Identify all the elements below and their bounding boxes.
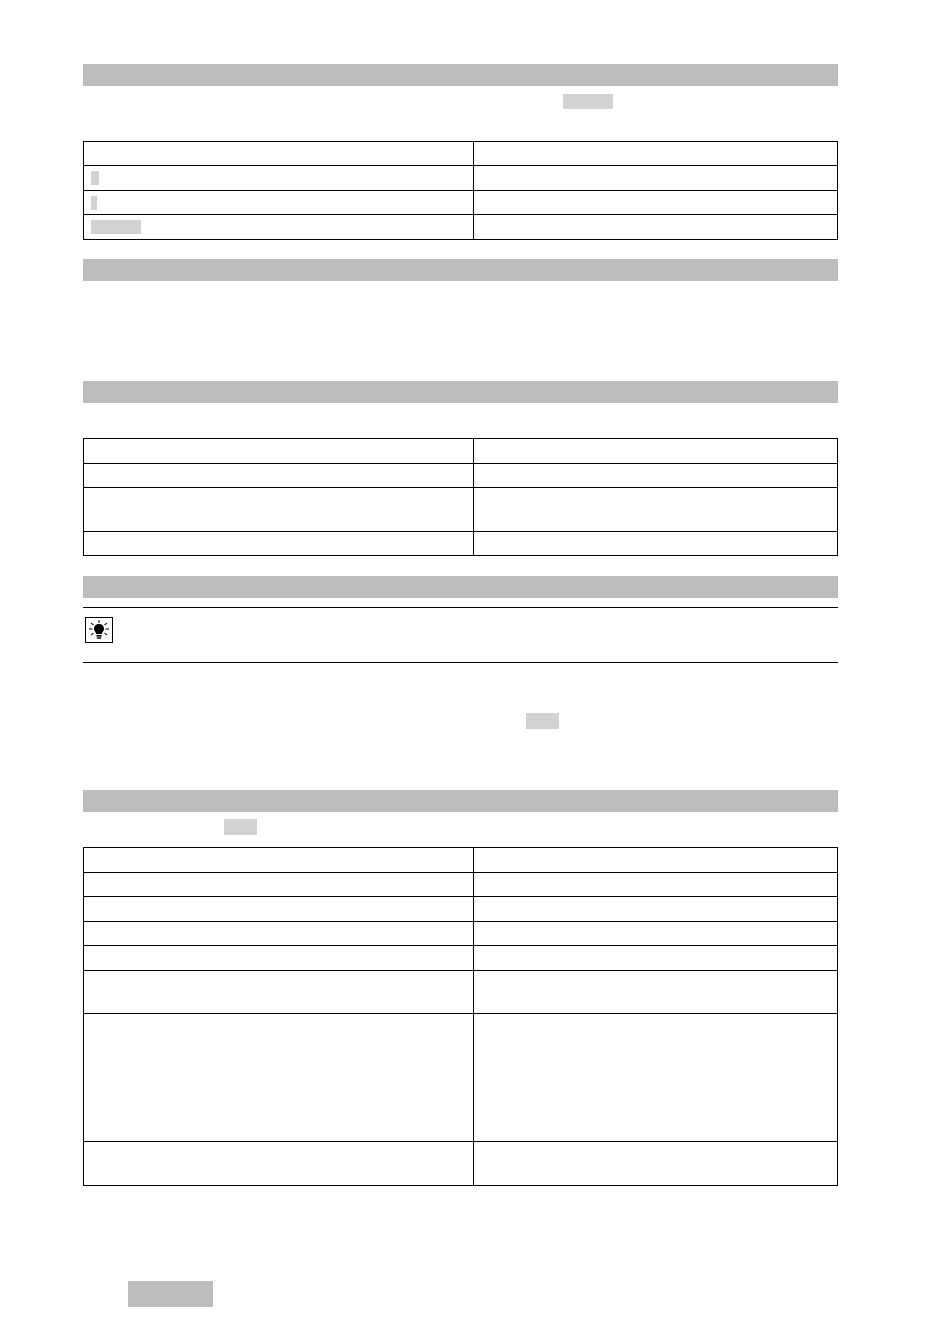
table-cell (84, 166, 474, 191)
table-row (84, 946, 838, 971)
table-cell (474, 922, 838, 946)
table-row (84, 215, 838, 240)
table-row (84, 488, 838, 532)
table-cell (84, 897, 474, 922)
table-row (84, 1142, 838, 1186)
table-cell (474, 166, 838, 191)
table-cell (474, 971, 838, 1014)
table-row (84, 464, 838, 488)
table-cell (84, 488, 474, 532)
table-cell (474, 848, 838, 873)
table-cell (474, 532, 838, 556)
table-row (84, 439, 838, 464)
table-row (84, 848, 838, 873)
tip-top-rule (83, 607, 838, 608)
table-cell (474, 488, 838, 532)
table-cell (474, 897, 838, 922)
table-row (84, 873, 838, 897)
inline-highlight (563, 94, 613, 109)
table-cell (474, 1014, 838, 1142)
table-row (84, 971, 838, 1014)
table-cell (474, 215, 838, 240)
section-heading-bar-4 (83, 576, 838, 598)
table-cell (474, 873, 838, 897)
table-cell (84, 1014, 474, 1142)
table-cell (474, 1142, 838, 1186)
table-row (84, 1014, 838, 1142)
table-cell (84, 922, 474, 946)
table-cell (84, 971, 474, 1014)
page-number-label (128, 1281, 213, 1307)
table-cell (84, 215, 474, 240)
lightbulb-icon (85, 617, 113, 643)
table-cell (84, 532, 474, 556)
table-cell (474, 439, 838, 464)
table-cell (474, 946, 838, 971)
table-row (84, 922, 838, 946)
table-3 (83, 847, 838, 1186)
section-heading-bar-5 (83, 790, 838, 812)
table-cell (84, 873, 474, 897)
inline-highlight (224, 819, 257, 835)
table-1 (83, 141, 838, 240)
section-heading-bar-2 (83, 259, 838, 281)
table-cell (84, 439, 474, 464)
table-cell (84, 1142, 474, 1186)
table-row (84, 142, 838, 166)
cell-highlight (91, 171, 99, 185)
table-cell (84, 464, 474, 488)
table-cell (474, 191, 838, 215)
table-row (84, 532, 838, 556)
table-cell (84, 142, 474, 166)
table-cell (84, 946, 474, 971)
section-heading-bar-3 (83, 381, 838, 403)
cell-highlight (91, 220, 141, 234)
section-heading-bar-1 (83, 64, 838, 86)
table-cell (474, 464, 838, 488)
cell-highlight (91, 196, 97, 210)
table-row (84, 166, 838, 191)
table-2 (83, 438, 838, 556)
table-cell (84, 191, 474, 215)
inline-highlight (526, 713, 559, 729)
table-row (84, 897, 838, 922)
table-row (84, 191, 838, 215)
table-cell (84, 848, 474, 873)
table-cell (474, 142, 838, 166)
tip-bottom-rule (83, 662, 838, 663)
